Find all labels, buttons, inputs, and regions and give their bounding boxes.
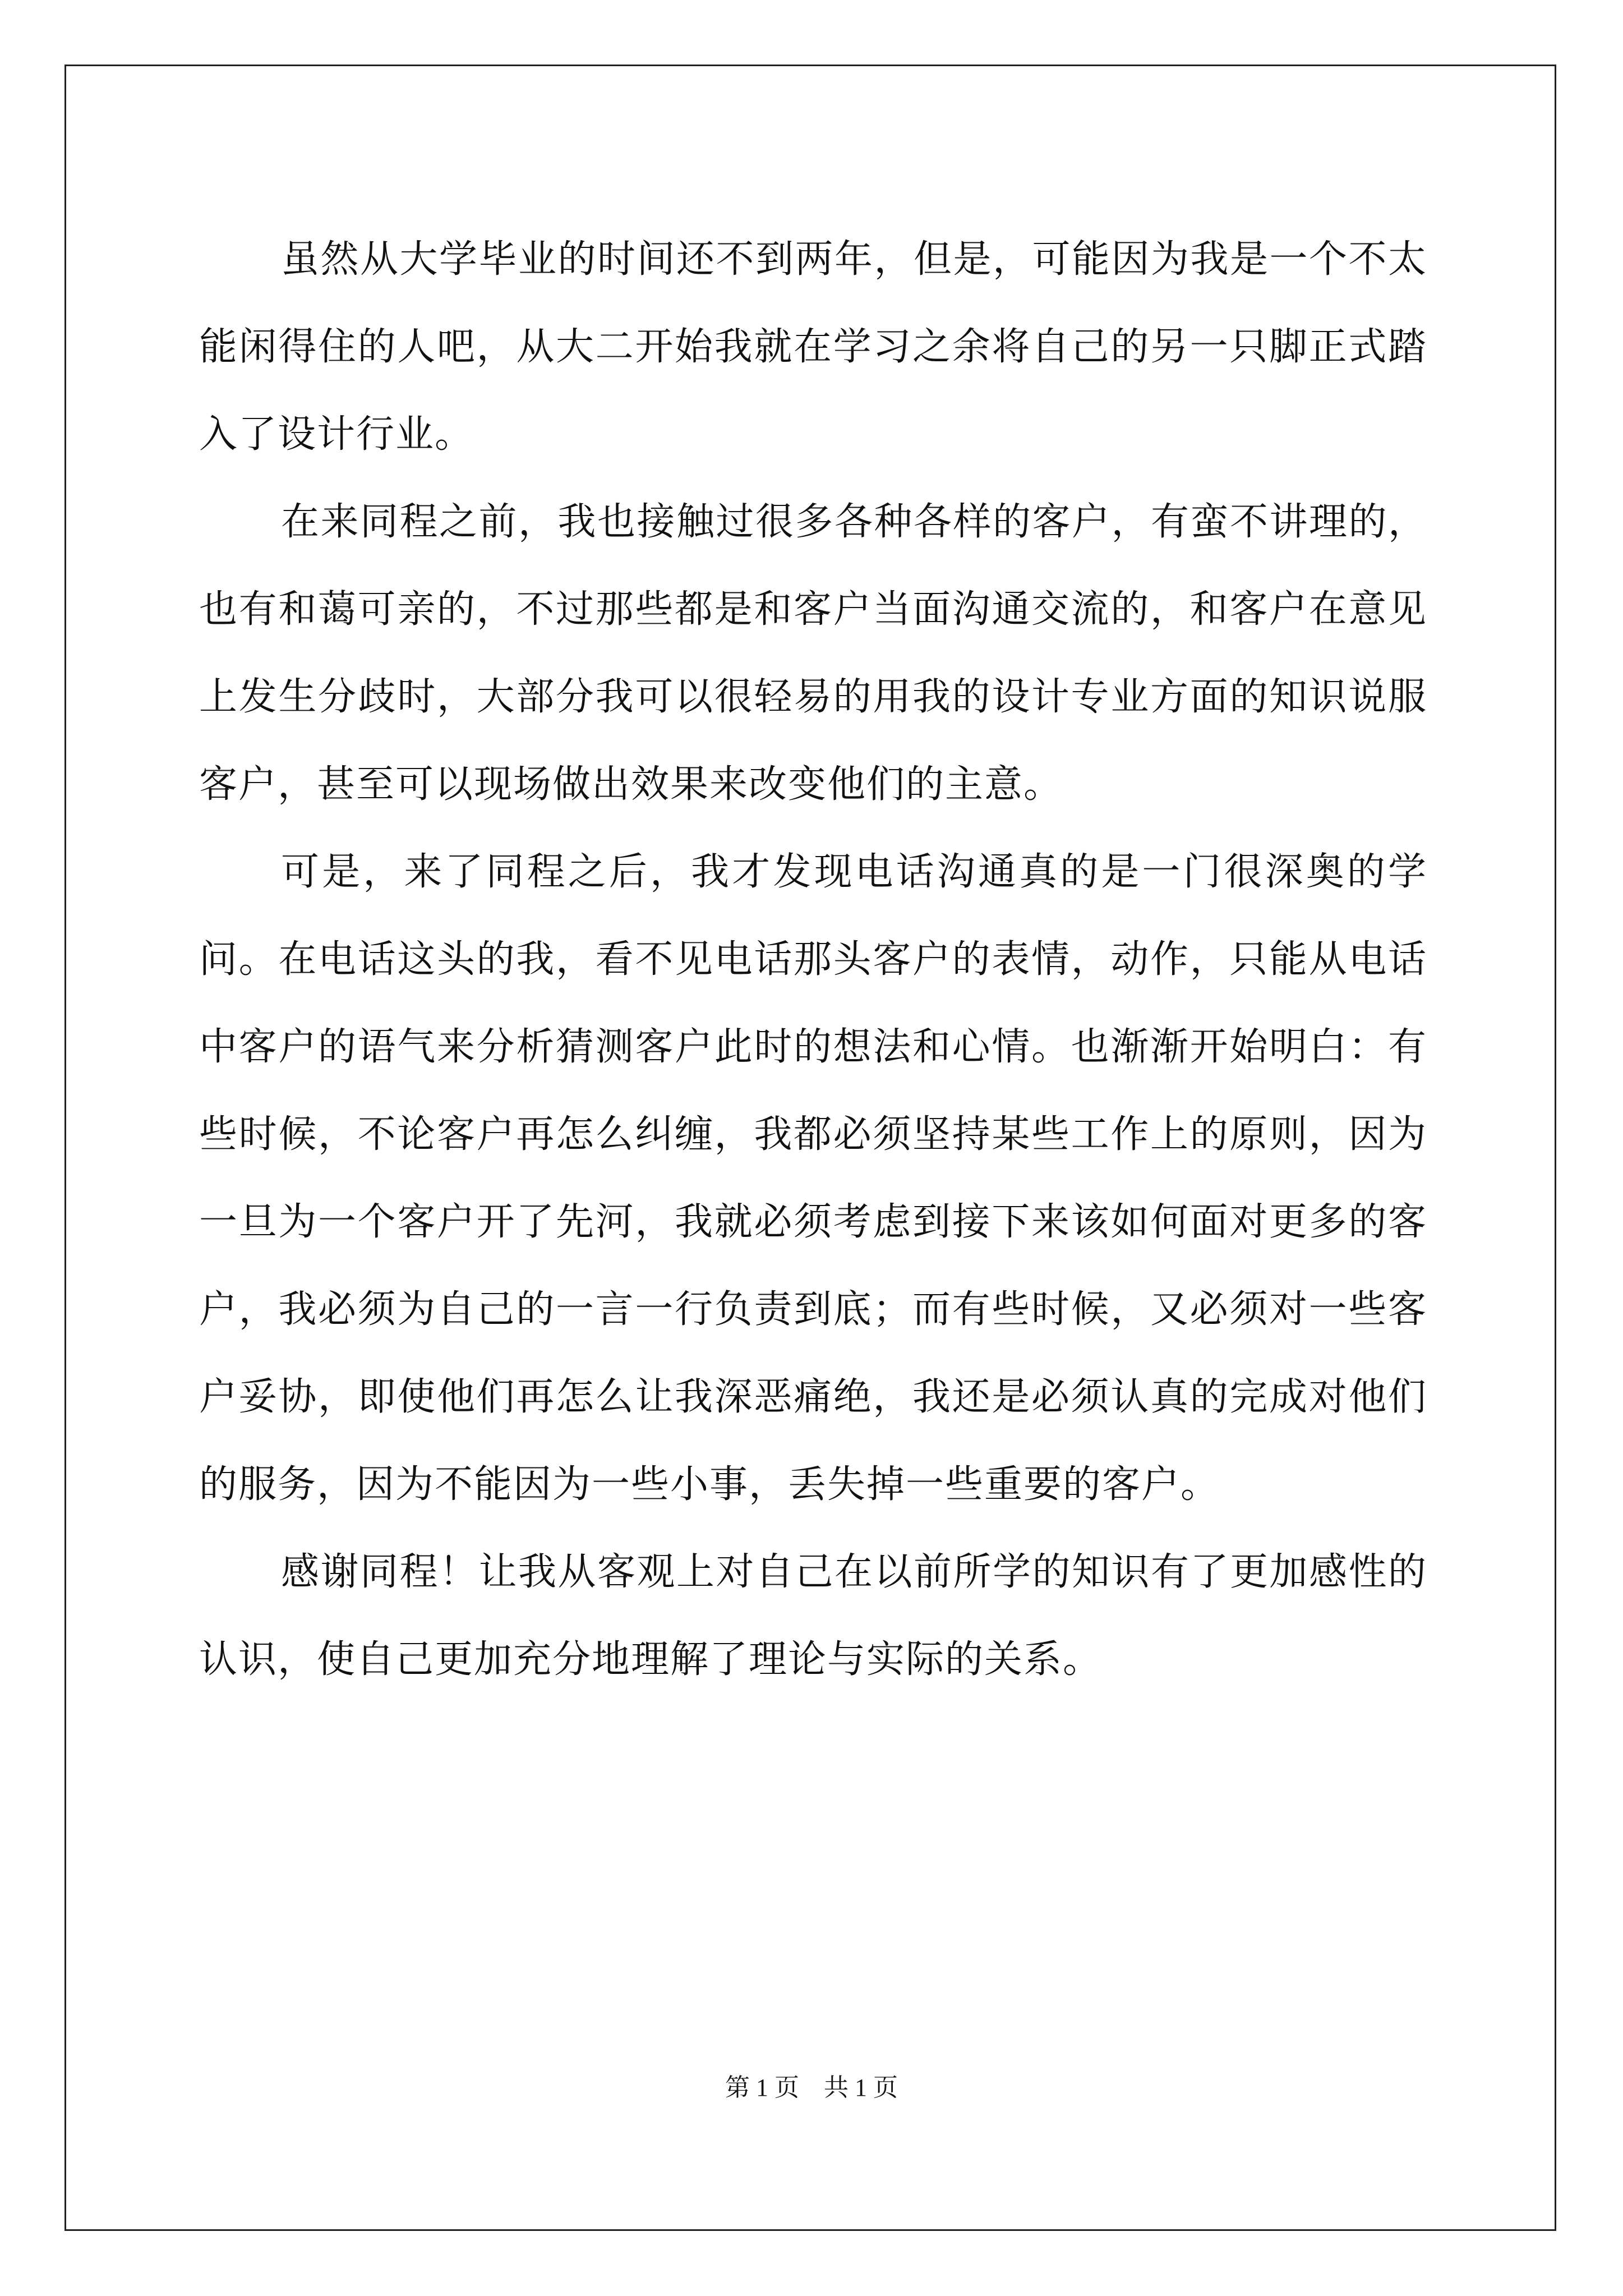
page-number-label: 第 1 页 共 1 页 (725, 2074, 898, 2101)
paragraph-1: 虽然从大学毕业的时间还不到两年，但是，可能因为我是一个不太能闲得住的人吧，从大二开始我就在学习之余将自己的另一只脚正式踏入了设计行业。 (199, 237, 1427, 457)
paragraph-3: 可是，来了同程之后，我才发现电话沟通真的是一门很深奥的学问。在电话这头的我，看不见电话那头客户的表情，动作，只能从电话中客户的语气来分析猜测客户此时的想法和心情。也渐渐开始明白：有些时候，不论客户再怎么纠缠，我都必须坚持某些工作上的原则，因为一旦为一个客户开了先河，我就必须考虑到接下来该如何面对更多的客户，我必须为自己的一言一行负责到底；而有些时候，又必须对一些客户妥协，即使他们再怎么让我深恶痛绝，我还是必须认真的完成对他们的服务，因为不能因为一些小事，丢失掉一些重要的客户。 (199, 850, 1427, 1507)
paragraph-2: 在来同程之前，我也接触过很多各种各样的客户，有蛮不讲理的，也有和蔼可亲的，不过那些都是和客户当面沟通交流的，和客户在意见上发生分歧时，大部分我可以很轻易的用我的设计专业方面的知识说服客户，甚至可以现场做出效果来改变他们的主意。 (199, 500, 1427, 807)
page-footer (0, 2067, 1623, 2103)
paragraph-4: 感谢同程！让我从客观上对自己在以前所学的知识有了更加感性的认识，使自己更加充分地理解了理论与实际的关系。 (199, 1550, 1427, 1682)
document-body (199, 216, 1427, 1704)
